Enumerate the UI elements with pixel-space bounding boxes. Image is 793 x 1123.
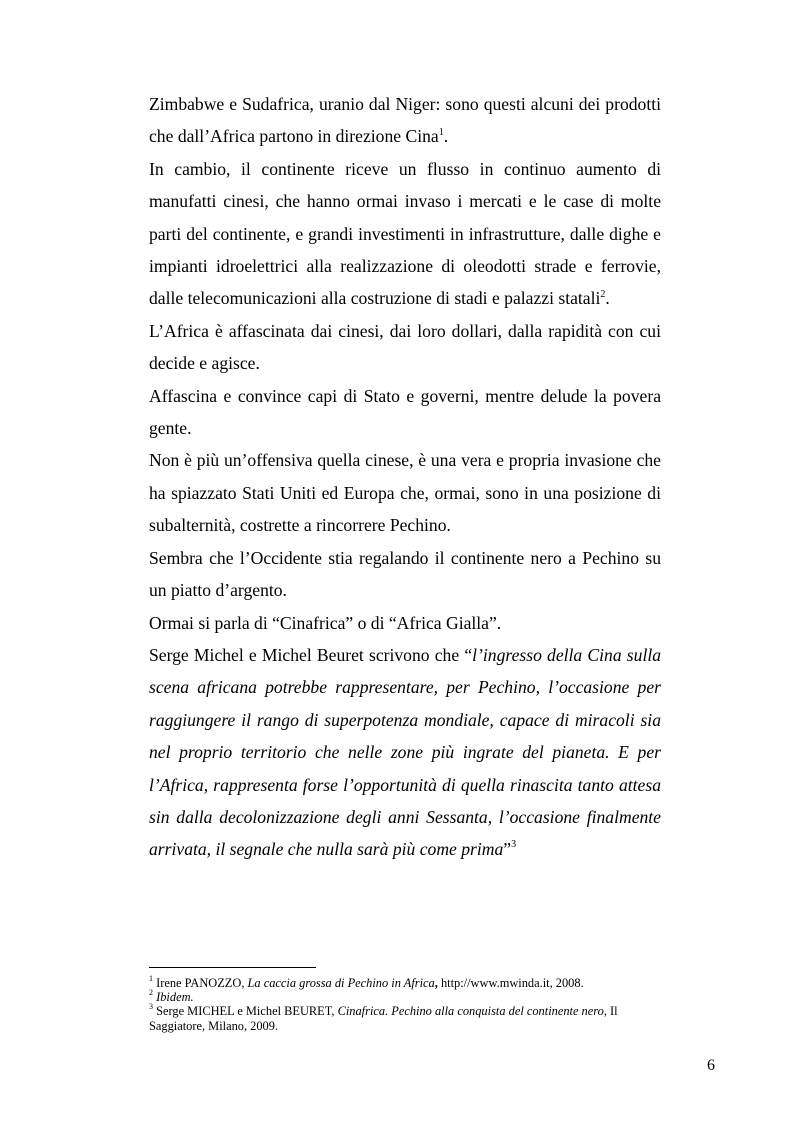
page-number: 6	[707, 1057, 715, 1074]
footnote-text: http://www.mwinda.it, 2008.	[437, 976, 584, 990]
footnote-1	[149, 973, 663, 990]
footnote-separator	[149, 967, 316, 968]
paragraph-end: .	[605, 288, 610, 309]
footnote-comma: ,	[434, 976, 438, 990]
paragraph-5: Non è più un’offensiva quella cinese, è una vera e propria invasione che ha spiazzato Stati Uniti ed Europa che, ormai, sono in una posizione di subalternità, costrette a rincorrere Pechino.	[149, 450, 661, 536]
paragraph-7: Ormai si parla di “Cinafrica” o di “Africa Gialla”.	[149, 612, 502, 633]
footnote-number: 1	[149, 973, 153, 983]
paragraph-4: Affascina e convince capi di Stato e governi, mentre delude la povera gente.	[149, 385, 661, 439]
paragraph-end: .	[443, 126, 449, 147]
footnote-number: 3	[149, 1002, 153, 1012]
footnote-ref-2: 2	[600, 288, 606, 300]
footnote-3	[149, 1004, 663, 1032]
paragraph-3: L’Africa è affascinata dai cinesi, dai loro dollari, dalla rapidità con cui decide e agisce.	[149, 320, 661, 374]
paragraph-text: Zimbabwe e Sudafrica, uranio dal Niger: sono questi alcuni dei prodotti che dall’Africa partono in direzione Cina	[149, 94, 661, 147]
paragraph-8	[149, 639, 661, 866]
paragraph-text: In cambio, il continente riceve un flusso in continuo aumento di manufatti cinesi, che hanno ormai invaso i mercati e le case di molte parti del continente, e grandi investimenti in infrastrutture, dalle dighe e impianti idroelettrici alla realizzazione di oleodotti strade e ferrovie, dalle telecomunicazioni alla costruzione di stadi e palazzi statali	[149, 158, 661, 309]
footnote-title: Ibidem.	[156, 990, 194, 1005]
footnote-title: Cinafrica. Pechino alla conquista del continente nero	[337, 1004, 604, 1019]
footnote-ref-1: 1	[438, 126, 444, 138]
page-body	[149, 88, 661, 866]
paragraph-lead: Serge Michel e Michel Beuret scrivono che “	[149, 644, 473, 665]
footnote-title: La caccia grossa di Pechino in Africa	[247, 976, 435, 990]
quotation: l’ingresso della Cina sulla scena africana potrebbe rappresentare, per Pechino, l’occasione per raggiungere il rango di superpotenza mondiale, capace di miracoli sia nel proprio territorio che nelle zone più ingrate del pianeta. E per l’Africa, rappresenta forse l’opportunità di quella rinascita tanto attesa sin dalla decolonizzazione degli anni Sessanta, l’occasione finalmente arrivata, il segnale che nulla sarà più come prima	[149, 644, 662, 860]
footnote-ref-3: 3	[511, 839, 517, 851]
footnote-text: Irene PANOZZO,	[153, 976, 248, 990]
footnote-2	[149, 990, 663, 1004]
closing-quote-mark: ”	[503, 839, 512, 860]
paragraph-2	[149, 153, 661, 315]
footnote-number: 2	[149, 988, 153, 998]
footnote-text: Serge MICHEL e Michel BEURET,	[153, 1004, 338, 1019]
paragraph-6: Sembra che l’Occidente stia regalando il continente nero a Pechino su un piatto d’argento.	[149, 547, 661, 601]
paragraph-1	[149, 88, 661, 153]
footnote-text: , Il Saggiatore, Milano, 2009.	[149, 1004, 618, 1033]
footnotes	[149, 973, 663, 1033]
